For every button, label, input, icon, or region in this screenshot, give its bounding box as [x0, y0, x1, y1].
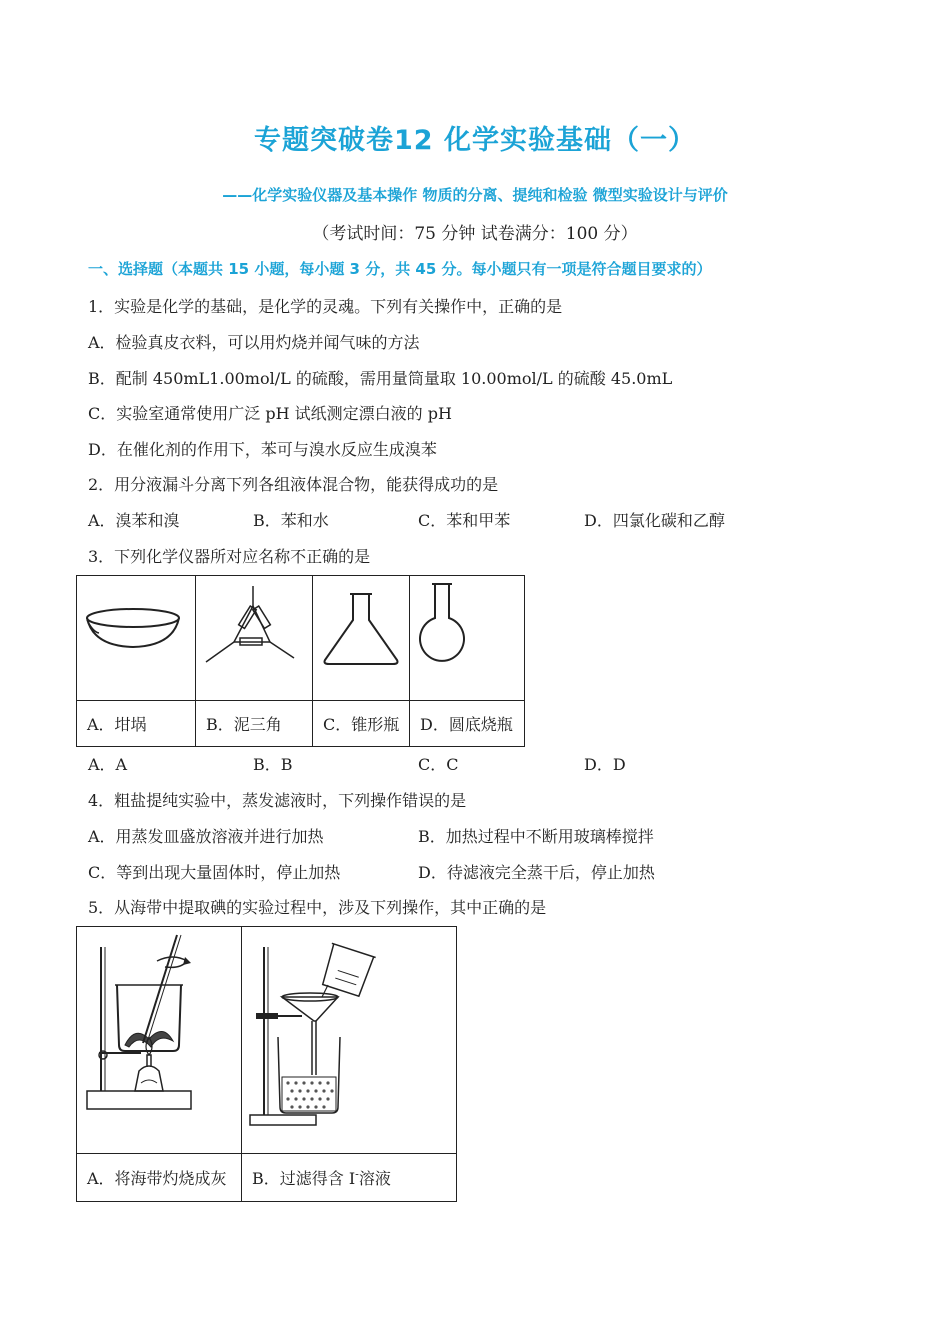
conical-flask-icon: [313, 576, 409, 700]
burning-apparatus-icon: [77, 927, 241, 1153]
crucible-caption: A．坩埚: [77, 701, 196, 747]
filtration-caption: [242, 1154, 457, 1202]
page-title: 专题突破卷12 化学实验基础（一）: [254, 125, 696, 156]
question-3-stem: 3．下列化学仪器所对应名称不正确的是: [88, 547, 371, 566]
question-3-option-d: D．D: [584, 755, 626, 774]
conical-flask-figure-cell: [313, 576, 410, 701]
question-2-option-c: C．苯和甲苯: [418, 511, 511, 530]
crucible-figure-cell: [77, 576, 196, 701]
question-3-figure-table: [76, 575, 525, 747]
question-4-option-c: C．等到出现大量固体时，停止加热: [88, 863, 341, 882]
question-5-figure-table: [76, 926, 457, 1202]
filtration-figure-cell: [242, 927, 457, 1154]
question-1-option-c: C．实验室通常使用广泛 pH 试纸测定漂白液的 pH: [88, 404, 452, 423]
exam-info: （考试时间：75 分钟 试卷满分：100 分）: [312, 224, 638, 244]
question-2-option-a: A．溴苯和溴: [88, 511, 180, 530]
question-4-option-b: B．加热过程中不断用玻璃棒搅拌: [418, 827, 654, 846]
question-3-option-c: C．C: [418, 755, 459, 774]
question-2-option-d: D．四氯化碳和乙醇: [584, 511, 725, 530]
evaporating-dish-icon: [77, 576, 195, 700]
filtration-caption-post: 溶液: [358, 1169, 391, 1188]
round-bottom-flask-icon: [410, 576, 524, 700]
question-1-stem: 1．实验是化学的基础，是化学的灵魂。下列有关操作中，正确的是: [88, 297, 563, 316]
question-3-option-a: A．A: [88, 755, 128, 774]
round-bottom-flask-figure-cell: [410, 576, 525, 701]
question-4-option-d: D．待滤液完全蒸干后，停止加热: [418, 863, 655, 882]
question-1-option-d: D．在催化剂的作用下，苯可与溴水反应生成溴苯: [88, 440, 437, 459]
question-4-stem: 4．粗盐提纯实验中，蒸发滤液时，下列操作错误的是: [88, 791, 467, 810]
question-4-option-a: A．用蒸发皿盛放溶液并进行加热: [88, 827, 324, 846]
filtration-apparatus-icon: [242, 927, 456, 1153]
question-1-option-b: B．配制 450mL1.00mol/L 的硫酸，需用量筒量取 10.00mol/L 的硫酸 45.0mL: [88, 369, 673, 388]
question-1-option-a: A．检验真皮衣料，可以用灼烧并闻气味的方法: [88, 333, 420, 352]
question-2-stem: 2．用分液漏斗分离下列各组液体混合物，能获得成功的是: [88, 475, 499, 494]
burning-seaweed-figure-cell: [77, 927, 242, 1154]
burning-seaweed-caption: A．将海带灼烧成灰: [77, 1154, 242, 1202]
section-heading: 一、选择题（本题共 15 小题，每小题 3 分，共 45 分。每小题只有一项是符合题目要求的）: [88, 260, 712, 278]
filtration-caption-pre: B．过滤得含 I: [252, 1169, 356, 1188]
page-subtitle: ——化学实验仪器及基本操作 物质的分离、提纯和检验 微型实验设计与评价: [222, 186, 728, 204]
iodide-charge-superscript: -: [355, 1167, 359, 1181]
round-bottom-flask-caption: D．圆底烧瓶: [410, 701, 525, 747]
question-3-option-b: B．B: [253, 755, 293, 774]
question-2-option-b: B．苯和水: [253, 511, 329, 530]
clay-triangle-icon: [196, 576, 312, 700]
clay-triangle-caption: B．泥三角: [196, 701, 313, 747]
question-5-stem: 5．从海带中提取碘的实验过程中，涉及下列操作，其中正确的是: [88, 898, 547, 917]
clay-triangle-figure-cell: [196, 576, 313, 701]
conical-flask-caption: C．锥形瓶: [313, 701, 410, 747]
